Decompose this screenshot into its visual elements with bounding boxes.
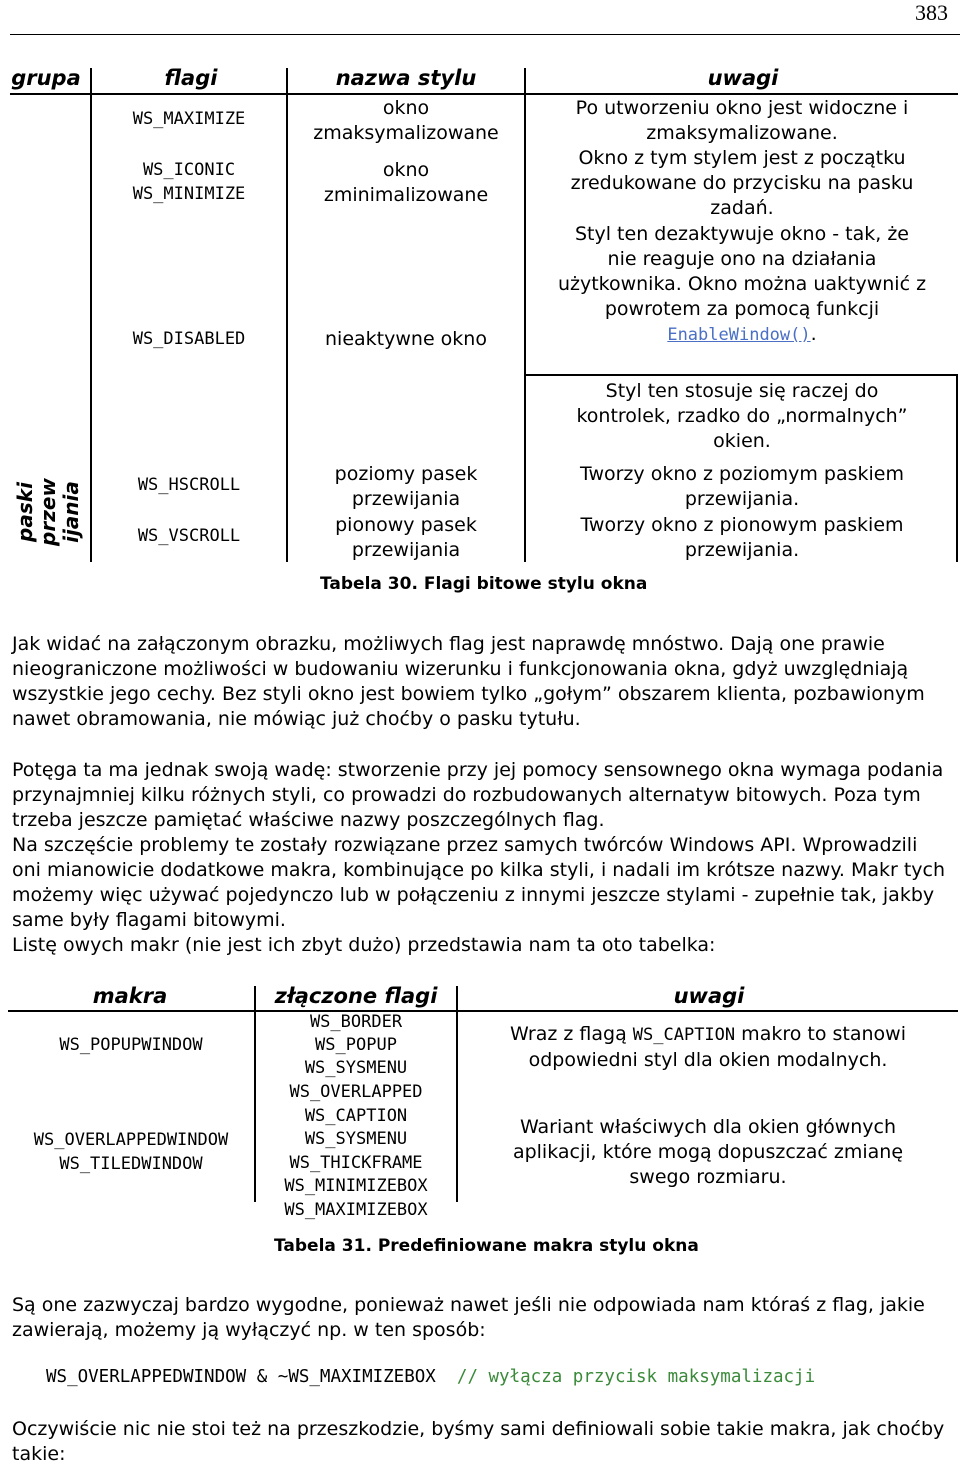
flag-name: WS_SYSMENU bbox=[304, 1129, 408, 1149]
notes-cell bbox=[526, 462, 958, 512]
macro-name: WS_TILEDWINDOW bbox=[59, 1154, 203, 1174]
flag-name: WS_DISABLED bbox=[132, 329, 246, 349]
note-line: powrotem za pomocą funkcji bbox=[604, 298, 880, 320]
notes-cell bbox=[526, 222, 958, 348]
flags-cell bbox=[256, 1081, 456, 1222]
notes-cell bbox=[458, 1022, 958, 1073]
style-name-cell bbox=[288, 513, 524, 563]
style-name: przewijania bbox=[351, 488, 461, 510]
note-line: aplikacji, które mogą dopuszczać zmianę bbox=[512, 1141, 904, 1163]
note-line: okien. bbox=[713, 430, 771, 452]
note-line: Styl ten dezaktywuje okno - tak, że bbox=[574, 223, 909, 245]
table-30-header-rule bbox=[10, 93, 958, 95]
row-divider bbox=[524, 374, 958, 376]
enablewindow-link[interactable]: EnableWindow() bbox=[667, 325, 811, 345]
note-line: Tworzy okno z poziomym paskiem bbox=[580, 463, 904, 485]
note-line: Wariant właściwych dla okien głównych bbox=[519, 1116, 897, 1138]
note-code: WS_CAPTION bbox=[632, 1025, 736, 1045]
flag-name: WS_MAXIMIZEBOX bbox=[284, 1199, 428, 1220]
note-line bbox=[458, 1022, 958, 1048]
table-31-caption: Tabela 31. Predefiniowane makra stylu okna bbox=[274, 1236, 699, 1256]
style-name-cell bbox=[288, 158, 524, 208]
flag-name: WS_MAXIMIZE bbox=[132, 109, 246, 129]
flag-cell bbox=[92, 327, 286, 352]
flag-name: WS_VSCROLL bbox=[137, 526, 241, 546]
note-text: Wraz z flagą bbox=[510, 1023, 633, 1045]
header-grupa: grupa bbox=[11, 66, 81, 90]
style-name-cell bbox=[288, 327, 524, 352]
note-line: nie reaguje ono na działania bbox=[607, 248, 877, 270]
group-label bbox=[14, 462, 86, 562]
flag-name: WS_ICONIC bbox=[142, 160, 236, 180]
note-tail: . bbox=[810, 323, 817, 345]
group-label-line: paski bbox=[13, 482, 37, 542]
note-line: Styl ten stosuje się raczej do bbox=[605, 380, 879, 402]
macro-cell bbox=[8, 1034, 254, 1057]
notes-cell bbox=[526, 146, 958, 221]
flag-name: WS_MINIMIZE bbox=[132, 184, 246, 204]
note-line: zmaksymalizowane. bbox=[646, 122, 838, 144]
flag-cell bbox=[92, 473, 286, 498]
code-comment: // wyłącza przycisk maksymalizacji bbox=[456, 1367, 816, 1387]
flag-cell bbox=[92, 107, 286, 132]
flag-cell bbox=[92, 524, 286, 549]
note-text: makro to stanowi bbox=[735, 1023, 906, 1045]
flag-name: WS_THICKFRAME bbox=[289, 1152, 423, 1173]
note-line: kontrolek, rzadko do „normalnych” bbox=[576, 405, 908, 427]
style-name: okno bbox=[382, 159, 430, 181]
macro-name: WS_POPUPWINDOW bbox=[59, 1035, 203, 1055]
table-31 bbox=[0, 980, 960, 1260]
style-name: zmaksymalizowane bbox=[313, 122, 499, 144]
note-line: zredukowane do przycisku na pasku bbox=[570, 172, 914, 194]
style-name: przewijania bbox=[351, 539, 461, 561]
header-uwagi: uwagi bbox=[707, 66, 779, 90]
code-text: WS_OVERLAPPEDWINDOW & ~WS_MAXIMIZEBOX bbox=[46, 1367, 436, 1387]
style-name-cell bbox=[288, 96, 524, 146]
flag-name: WS_MINIMIZEBOX bbox=[284, 1176, 428, 1196]
code-line bbox=[46, 1367, 815, 1387]
style-name: pionowy pasek bbox=[335, 514, 477, 536]
flag-name: WS_SYSMENU bbox=[304, 1058, 408, 1078]
flag-name: WS_BORDER bbox=[309, 1012, 403, 1032]
note-line: Okno z tym stylem jest z początku bbox=[578, 147, 906, 169]
notes-cell bbox=[526, 513, 958, 563]
paragraph: Są one zazwyczaj bardzo wygodne, ponieważ nawet jeśli nie odpowiada nam któraś z flag, jakie zawierają, możemy ją wyłączyć np. w ten sposób: bbox=[12, 1294, 925, 1341]
note-line: zadań. bbox=[710, 197, 774, 219]
notes-cell bbox=[526, 96, 958, 146]
flag-name: WS_OVERLAPPED bbox=[289, 1082, 423, 1102]
flag-name: WS_CAPTION bbox=[304, 1105, 408, 1126]
style-name: zminimalizowane bbox=[323, 184, 489, 206]
macro-name: WS_OVERLAPPEDWINDOW bbox=[33, 1130, 229, 1150]
group-label-line: ijania bbox=[59, 481, 83, 543]
paragraph: Listę owych makr (nie jest ich zbyt dużo) przedstawia nam ta oto tabelka: bbox=[12, 934, 716, 956]
note-line: użytkownika. Okno można uaktywnić z bbox=[557, 273, 927, 295]
flag-name: WS_HSCROLL bbox=[137, 475, 241, 495]
table-30-caption: Tabela 30. Flagi bitowe stylu okna bbox=[320, 574, 648, 594]
table-30 bbox=[0, 0, 960, 600]
style-name: okno bbox=[382, 97, 430, 119]
header-flagi: flagi bbox=[164, 66, 218, 90]
notes-cell bbox=[526, 379, 958, 454]
macro-cell bbox=[8, 1128, 254, 1176]
note-line: swego rozmiaru. bbox=[629, 1166, 787, 1188]
flag-cell bbox=[92, 158, 286, 206]
note-line: przewijania. bbox=[684, 488, 800, 510]
note-line: odpowiedni styl dla okien modalnych. bbox=[528, 1049, 888, 1071]
header-makra: makra bbox=[92, 984, 168, 1008]
table-31-header-rule bbox=[8, 1010, 958, 1012]
style-name: poziomy pasek bbox=[334, 463, 478, 485]
style-name-cell bbox=[288, 462, 524, 512]
group-label-text bbox=[14, 462, 86, 562]
group-label-line: przew bbox=[36, 478, 60, 546]
note-line: przewijania. bbox=[684, 539, 800, 561]
note-line: Po utworzeniu okno jest widoczne i bbox=[575, 97, 909, 119]
flags-cell bbox=[256, 1011, 456, 1080]
notes-cell bbox=[458, 1115, 958, 1190]
header-uwagi: uwagi bbox=[673, 984, 745, 1008]
paragraph: Jak widać na załączonym obrazku, możliwych flag jest naprawdę mnóstwo. Dają one prawie nieograniczone możliwości w budowaniu wizerunku i funkcjonowania okna, gdyż uwzględniają wszystkie jego cechy. Bez styli okno jest bowiem tylko „gołym” obszarem klienta, pozbawionym nawet obramowania, nie mówiąc już choćby o pasku tytułu. bbox=[12, 633, 925, 730]
paragraph: Na szczęście problemy te zostały rozwiązane przez samych twórców Windows API. Wprowadzili oni mianowicie dodatkowe makra, kombinujące po kilka styli, i nadali im krótsze nazwy. Makr tych możemy więc używać pojedynczo lub w połączeniu z innymi jeszcze stylami - zupełnie tak, jakby same były flagami bitowymi. bbox=[12, 834, 946, 931]
header-nazwa-stylu: nazwa stylu bbox=[335, 66, 477, 90]
note-line bbox=[526, 322, 958, 348]
flag-name: WS_POPUP bbox=[315, 1035, 397, 1055]
paragraph: Oczywiście nic nie stoi też na przeszkodzie, byśmy sami definiowali sobie takie makra, jak choćby takie: bbox=[12, 1418, 945, 1465]
style-name: nieaktywne okno bbox=[325, 328, 487, 350]
page-number: 383 bbox=[915, 0, 948, 25]
header-zlaczone-flagi: złączone flagi bbox=[274, 984, 438, 1008]
paragraph: Potęga ta ma jednak swoją wadę: stworzenie przy jej pomocy sensownego okna wymaga podania przynajmniej kilku różnych styli, co prowadzi do rozbudowanych alternatyw bitowych. Poza tym trzeba jeszcze pamiętać właściwe nazwy poszczególnych flag. bbox=[12, 759, 944, 831]
note-line: Tworzy okno z pionowym paskiem bbox=[580, 514, 904, 536]
